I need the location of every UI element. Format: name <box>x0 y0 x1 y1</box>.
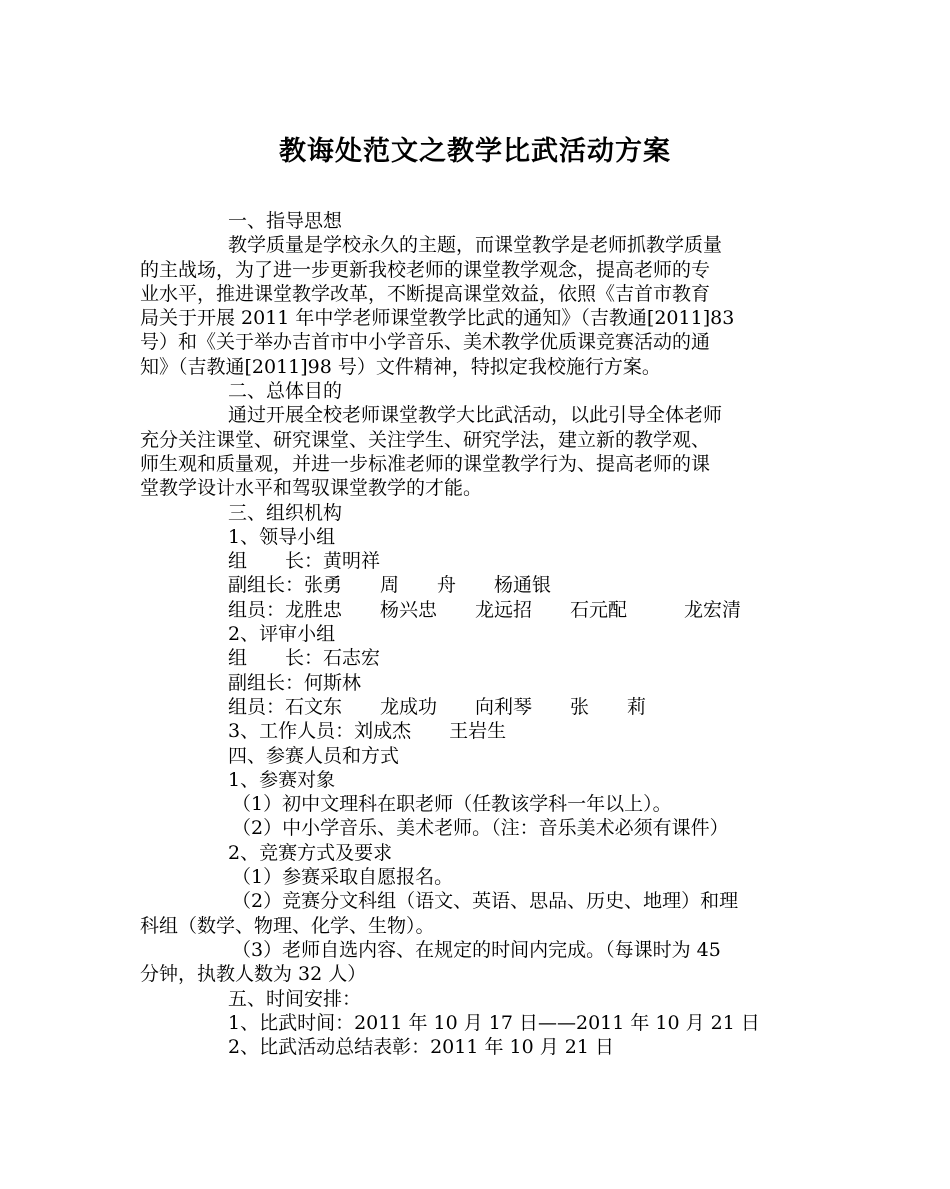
section-heading: 一、指导思想 <box>228 210 343 232</box>
paragraph-line: 局关于开展 2011 年中学老师课堂教学比武的通知》（吉教通[2011]83 <box>140 307 735 330</box>
paragraph-line: 知》（吉教通[2011]98 号）文件精神，特拟定我校施行方案。 <box>140 355 661 378</box>
paragraph-line: 师生观和质量观，并进一步标准老师的课堂教学行为、提高老师的课 <box>140 452 711 475</box>
list-item: 2、比武活动总结表彰：2011 年 10 月 21 日 <box>228 1036 614 1059</box>
paragraph-line: （2）竞赛分文科组（语文、英语、思品、历史、地理）和理 <box>232 890 739 913</box>
section-heading: 四、参赛人员和方式 <box>228 744 400 767</box>
list-item: （1）初中文理科在职老师（任教该学科一年以上）。 <box>232 793 672 816</box>
subsection-heading: 2、评审小组 <box>228 623 336 646</box>
paragraph-line: 通过开展全校老师课堂教学大比武活动，以此引导全体老师 <box>228 404 723 427</box>
subsection-heading: 1、参赛对象 <box>228 768 336 791</box>
page-title: 教诲处范文之教学比武活动方案 <box>279 136 671 167</box>
list-item: 副组长：何斯林 <box>228 671 362 694</box>
paragraph-line: 业水平，推进课堂教学改革，不断提高课堂效益，依照《吉首市教育 <box>140 282 711 305</box>
list-item: 组 长：石志宏 <box>228 647 381 670</box>
paragraph-line: 的主战场，为了进一步更新我校老师的课堂教学观念，提高老师的专 <box>140 258 711 281</box>
paragraph-line: （3）老师自选内容、在规定的时间内完成。（每课时为 45 <box>232 938 721 961</box>
list-item: 副组长：张勇 周 舟 杨通银 <box>228 574 552 597</box>
subsection-heading: 2、竞赛方式及要求 <box>228 841 393 864</box>
section-heading: 五、时间安排： <box>228 987 362 1010</box>
section-heading: 三、组织机构 <box>228 501 343 524</box>
paragraph-line: 充分关注课堂、研究课堂、关注学生、研究学法，建立新的教学观、 <box>140 428 711 451</box>
list-item: 组员：石文东 龙成功 向利琴 张 莉 <box>228 695 647 718</box>
section-heading: 二、总体目的 <box>228 380 343 403</box>
list-item: 1、比武时间：2011 年 10 月 17 日——2011 年 10 月 21 日 <box>228 1011 760 1034</box>
paragraph-line: 堂教学设计水平和驾驭课堂教学的才能。 <box>140 477 483 500</box>
document-body <box>140 209 812 1059</box>
list-item: 3、工作人员：刘成杰 王岩生 <box>228 720 507 743</box>
paragraph-line: 科组（数学、物理、化学、生物）。 <box>140 914 435 937</box>
paragraph-line: 分钟，执教人数为 32 人） <box>140 963 367 986</box>
list-item: 组员：龙胜忠 杨兴忠 龙远招 石元配 龙宏清 <box>228 598 742 621</box>
list-item: （1）参赛采取自愿报名。 <box>232 866 454 889</box>
paragraph-line: 号）和《关于举办吉首市中小学音乐、美术教学优质课竞赛活动的通 <box>140 331 711 354</box>
subsection-heading: 1、领导小组 <box>228 525 336 548</box>
list-item: 组 长：黄明祥 <box>228 550 381 573</box>
paragraph-line: 教学质量是学校永久的主题，而课堂教学是老师抓教学质量 <box>228 234 723 257</box>
list-item: （2）中小学音乐、美术老师。（注：音乐美术必须有课件） <box>232 817 729 840</box>
